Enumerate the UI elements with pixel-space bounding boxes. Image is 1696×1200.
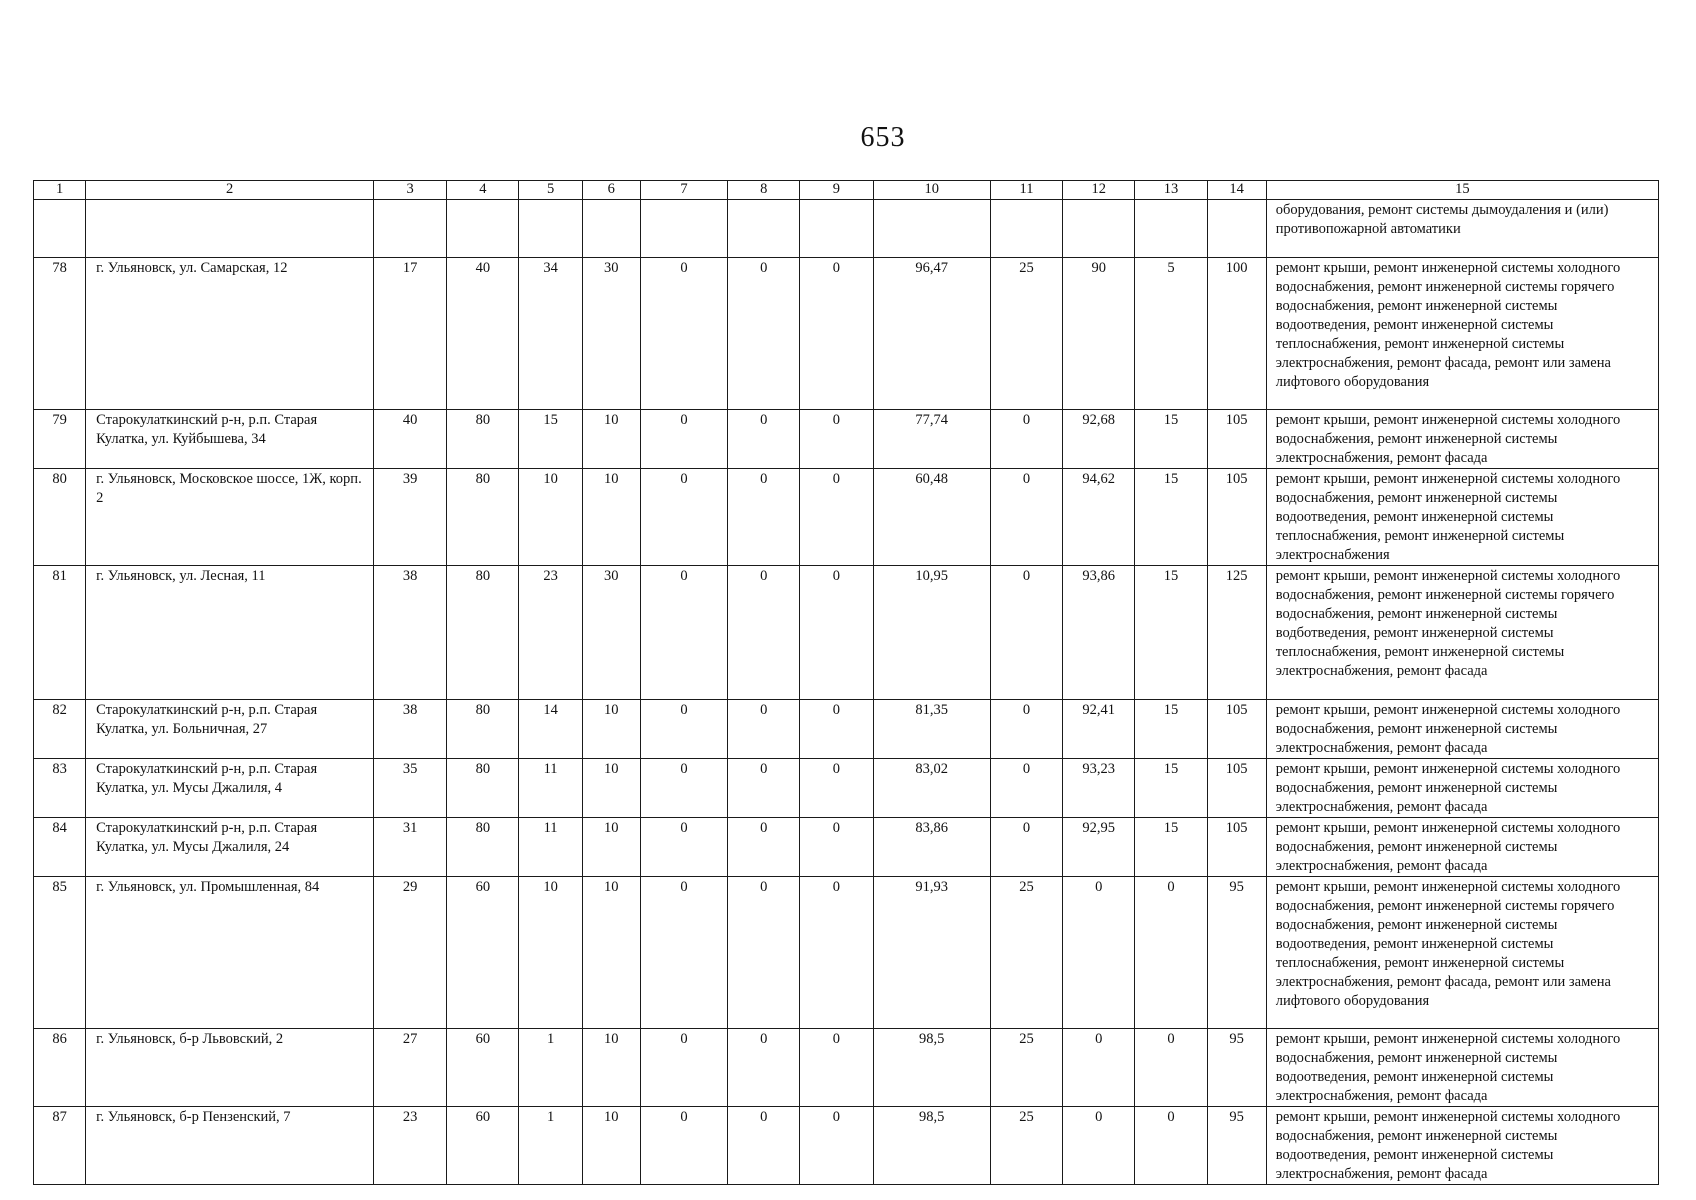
value-cell-c11: 25 [990,877,1062,1029]
value-cell-c10: 83,86 [873,818,990,877]
value-cell-c4: 80 [447,818,519,877]
value-cell-c11: 0 [990,566,1062,700]
value-cell-c3: 40 [374,410,447,469]
value-cell-c8: 0 [728,1107,800,1185]
works-cell: ремонт крыши, ремонт инженерной системы холодного водоснабжения, ремонт инженерной системы горячего водоснабжения, ремонт инженерной системы водоотведения, ремонт инженерной системы теплоснабжения, ремонт инженерной системы электроснабжения, ремонт фасада, ремонт или замена лифтового оборудования [1266,258,1658,410]
value-cell-c12: 92,95 [1063,818,1135,877]
address-cell: Старокулаткинский р-н, р.п. Старая Кулатка, ул. Больничная, 27 [86,700,374,759]
value-cell-c3: 39 [374,469,447,566]
value-cell-c9: 0 [800,700,873,759]
table-row [34,818,1659,877]
value-cell-c3: 38 [374,566,447,700]
works-cell: ремонт крыши, ремонт инженерной системы холодного водоснабжения, ремонт инженерной системы электроснабжения, ремонт фасада [1266,410,1658,469]
value-cell-c8: 0 [728,410,800,469]
value-cell-c9: 0 [800,1029,873,1107]
value-cell-c9: 0 [800,410,873,469]
value-cell-c3: 35 [374,759,447,818]
address-cell: г. Ульяновск, ул. Промышленная, 84 [86,877,374,1029]
value-cell-c5: 23 [519,566,582,700]
value-cell-c5: 10 [519,469,582,566]
value-cell-c5: 14 [519,700,582,759]
column-number: 14 [1207,181,1266,200]
value-cell-c4: 80 [447,410,519,469]
address-cell: Старокулаткинский р-н, р.п. Старая Кулатка, ул. Мусы Джалиля, 4 [86,759,374,818]
value-cell-c4: 80 [447,469,519,566]
value-cell-c3: 31 [374,818,447,877]
value-cell-c9: 0 [800,1107,873,1185]
value-cell-c5: 11 [519,759,582,818]
value-cell-c6: 10 [582,700,640,759]
works-cell: ремонт крыши, ремонт инженерной системы холодного водоснабжения, ремонт инженерной системы горячего водоснабжения, ремонт инженерной системы водоотведения, ремонт инженерной системы теплоснабжения, ремонт инженерной системы электроснабжения, ремонт фасада, ремонт или замена лифтового оборудования [1266,877,1658,1029]
value-cell-c3: 17 [374,258,447,410]
value-cell-c12: 93,86 [1063,566,1135,700]
column-number: 3 [374,181,447,200]
value-cell-c7: 0 [640,566,727,700]
value-cell-c14: 95 [1207,877,1266,1029]
table-row [34,258,1659,410]
continuation-row [34,200,1659,258]
value-cell-c3: 29 [374,877,447,1029]
value-cell-c6: 10 [582,469,640,566]
works-cell: ремонт крыши, ремонт инженерной системы холодного водоснабжения, ремонт инженерной системы водоотведения, ремонт инженерной системы электроснабжения, ремонт фасада [1266,1107,1658,1185]
value-cell-c7: 0 [640,1107,727,1185]
row-number-cell: 83 [34,759,86,818]
column-number: 10 [873,181,990,200]
value-cell-c13: 15 [1135,410,1207,469]
value-cell-c10: 91,93 [873,877,990,1029]
value-cell-c12: 0 [1063,1029,1135,1107]
value-cell-c10: 10,95 [873,566,990,700]
value-cell-c7: 0 [640,759,727,818]
value-cell-c13: 5 [1135,258,1207,410]
value-cell-c10: 60,48 [873,469,990,566]
value-cell-c14: 105 [1207,700,1266,759]
value-cell-c14: 95 [1207,1029,1266,1107]
value-cell-c12: 0 [1063,877,1135,1029]
value-cell-c10: 96,47 [873,258,990,410]
page-number: 653 [860,122,906,153]
row-number-cell: 82 [34,700,86,759]
works-cell: ремонт крыши, ремонт инженерной системы холодного водоснабжения, ремонт инженерной системы водоотведения, ремонт инженерной системы теплоснабжения, ремонт инженерной системы электроснабжения [1266,469,1658,566]
works-cell: ремонт крыши, ремонт инженерной системы холодного водоснабжения, ремонт инженерной системы водоотведения, ремонт инженерной системы электроснабжения, ремонт фасада [1266,1029,1658,1107]
row-number-cell: 84 [34,818,86,877]
value-cell-c12: 94,62 [1063,469,1135,566]
value-cell-c4: 80 [447,566,519,700]
value-cell-c7: 0 [640,258,727,410]
value-cell-c11: 25 [990,258,1062,410]
row-number-cell: 79 [34,410,86,469]
value-cell-c10: 81,35 [873,700,990,759]
works-cell: ремонт крыши, ремонт инженерной системы холодного водоснабжения, ремонт инженерной системы электроснабжения, ремонт фасада [1266,818,1658,877]
value-cell-c7: 0 [640,410,727,469]
address-cell: г. Ульяновск, б-р Пензенский, 7 [86,1107,374,1185]
value-cell-c11: 0 [990,410,1062,469]
address-cell: г. Ульяновск, б-р Львовский, 2 [86,1029,374,1107]
value-cell-c8: 0 [728,759,800,818]
value-cell-c7: 0 [640,469,727,566]
value-cell-c4: 60 [447,1107,519,1185]
works-cell: ремонт крыши, ремонт инженерной системы холодного водоснабжения, ремонт инженерной системы горячего водоснабжения, ремонт инженерной системы водботведения, ремонт инженерной системы теплоснабжения, ремонт инженерной системы электроснабжения, ремонт фасада [1266,566,1658,700]
value-cell-c14: 105 [1207,759,1266,818]
column-number: 15 [1266,181,1658,200]
value-cell-c13: 15 [1135,469,1207,566]
value-cell-c11: 0 [990,469,1062,566]
value-cell-c5: 10 [519,877,582,1029]
value-cell-c14: 105 [1207,469,1266,566]
table-row [34,469,1659,566]
value-cell-c9: 0 [800,877,873,1029]
value-cell-c13: 15 [1135,566,1207,700]
value-cell-c7: 0 [640,700,727,759]
value-cell-c6: 10 [582,818,640,877]
value-cell-c13: 0 [1135,1107,1207,1185]
value-cell-c14: 125 [1207,566,1266,700]
table-row [34,877,1659,1029]
capital-repair-table [33,180,1659,1185]
value-cell-c9: 0 [800,258,873,410]
value-cell-c4: 80 [447,759,519,818]
row-number-cell: 86 [34,1029,86,1107]
row-number-cell: 87 [34,1107,86,1185]
column-number: 8 [728,181,800,200]
value-cell-c10: 98,5 [873,1029,990,1107]
value-cell-c14: 95 [1207,1107,1266,1185]
value-cell-c14: 105 [1207,410,1266,469]
value-cell-c9: 0 [800,469,873,566]
value-cell-c9: 0 [800,566,873,700]
column-number: 12 [1063,181,1135,200]
value-cell-c11: 0 [990,818,1062,877]
works-cell: оборудования, ремонт системы дымоудаления и (или) противопожарной автоматики [1266,200,1658,258]
value-cell-c13: 15 [1135,759,1207,818]
table-row [34,1107,1659,1185]
row-number-cell: 78 [34,258,86,410]
address-cell: г. Ульяновск, Московское шоссе, 1Ж, корп. 2 [86,469,374,566]
column-number: 5 [519,181,582,200]
value-cell-c3: 27 [374,1029,447,1107]
value-cell-c4: 80 [447,700,519,759]
value-cell-c13: 15 [1135,818,1207,877]
row-number-cell: 85 [34,877,86,1029]
value-cell-c14: 105 [1207,818,1266,877]
address-cell: Старокулаткинский р-н, р.п. Старая Кулатка, ул. Куйбышева, 34 [86,410,374,469]
value-cell-c5: 34 [519,258,582,410]
table-row [34,759,1659,818]
value-cell-c5: 15 [519,410,582,469]
value-cell-c6: 10 [582,1029,640,1107]
column-number: 1 [34,181,86,200]
value-cell-c5: 1 [519,1107,582,1185]
value-cell-c3: 23 [374,1107,447,1185]
address-cell: Старокулаткинский р-н, р.п. Старая Кулатка, ул. Мусы Джалиля, 24 [86,818,374,877]
column-number: 9 [800,181,873,200]
value-cell-c4: 60 [447,1029,519,1107]
value-cell-c6: 30 [582,258,640,410]
value-cell-c8: 0 [728,566,800,700]
value-cell-c10: 98,5 [873,1107,990,1185]
value-cell-c11: 25 [990,1029,1062,1107]
value-cell-c6: 10 [582,877,640,1029]
column-number: 6 [582,181,640,200]
column-number-row [34,181,1659,200]
column-number: 13 [1135,181,1207,200]
value-cell-c5: 1 [519,1029,582,1107]
value-cell-c12: 92,41 [1063,700,1135,759]
value-cell-c11: 0 [990,759,1062,818]
value-cell-c4: 40 [447,258,519,410]
column-number: 4 [447,181,519,200]
value-cell-c11: 25 [990,1107,1062,1185]
value-cell-c12: 92,68 [1063,410,1135,469]
value-cell-c9: 0 [800,759,873,818]
value-cell-c14: 100 [1207,258,1266,410]
value-cell-c13: 0 [1135,877,1207,1029]
address-cell: г. Ульяновск, ул. Самарская, 12 [86,258,374,410]
value-cell-c7: 0 [640,1029,727,1107]
table-row [34,700,1659,759]
value-cell-c12: 0 [1063,1107,1135,1185]
value-cell-c6: 10 [582,759,640,818]
value-cell-c8: 0 [728,469,800,566]
row-number-cell: 80 [34,469,86,566]
works-cell: ремонт крыши, ремонт инженерной системы холодного водоснабжения, ремонт инженерной системы электроснабжения, ремонт фасада [1266,759,1658,818]
value-cell-c5: 11 [519,818,582,877]
value-cell-c12: 90 [1063,258,1135,410]
value-cell-c7: 0 [640,818,727,877]
value-cell-c6: 10 [582,1107,640,1185]
table-row [34,410,1659,469]
value-cell-c8: 0 [728,1029,800,1107]
value-cell-c6: 30 [582,566,640,700]
value-cell-c8: 0 [728,818,800,877]
value-cell-c11: 0 [990,700,1062,759]
address-cell: г. Ульяновск, ул. Лесная, 11 [86,566,374,700]
value-cell-c10: 83,02 [873,759,990,818]
table-row [34,566,1659,700]
value-cell-c13: 0 [1135,1029,1207,1107]
value-cell-c12: 93,23 [1063,759,1135,818]
value-cell-c6: 10 [582,410,640,469]
works-cell: ремонт крыши, ремонт инженерной системы холодного водоснабжения, ремонт инженерной системы электроснабжения, ремонт фасада [1266,700,1658,759]
column-number: 7 [640,181,727,200]
value-cell-c8: 0 [728,700,800,759]
value-cell-c4: 60 [447,877,519,1029]
value-cell-c9: 0 [800,818,873,877]
row-number-cell: 81 [34,566,86,700]
value-cell-c3: 38 [374,700,447,759]
value-cell-c8: 0 [728,258,800,410]
column-number: 2 [86,181,374,200]
value-cell-c13: 15 [1135,700,1207,759]
value-cell-c8: 0 [728,877,800,1029]
column-number: 11 [990,181,1062,200]
value-cell-c10: 77,74 [873,410,990,469]
table-row [34,1029,1659,1107]
value-cell-c7: 0 [640,877,727,1029]
